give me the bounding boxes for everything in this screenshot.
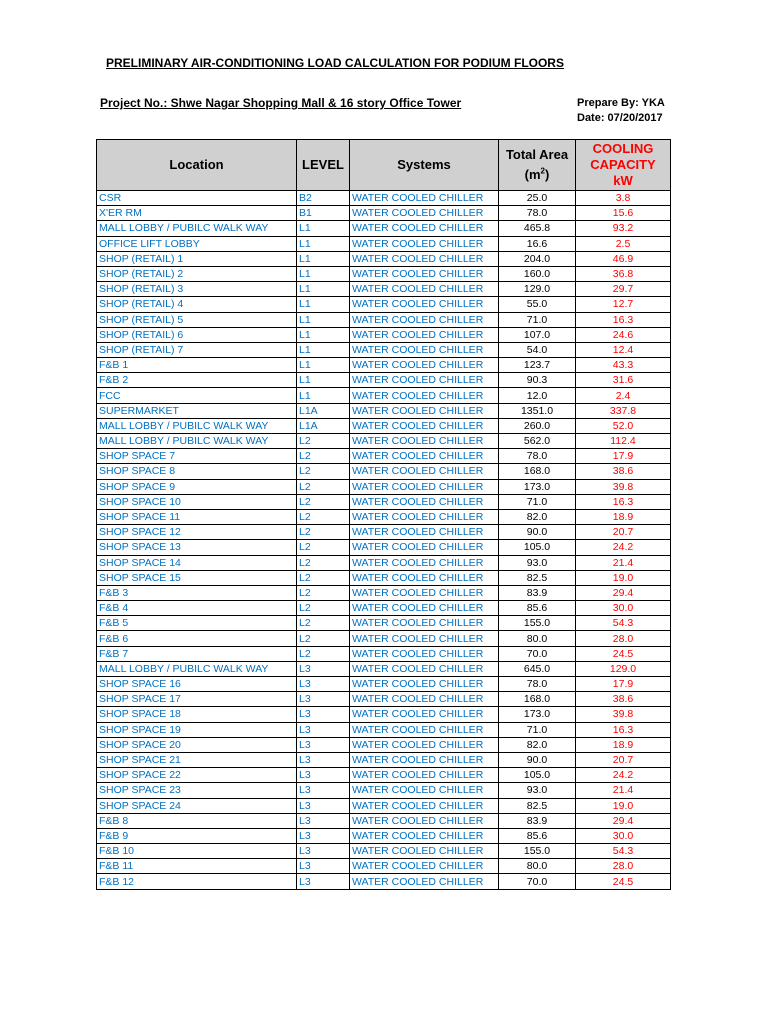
table-body xyxy=(97,191,671,890)
system-cell: WATER COOLED CHILLER xyxy=(350,737,499,752)
level-cell: L2 xyxy=(297,464,350,479)
table-row xyxy=(97,434,671,449)
table-row xyxy=(97,540,671,555)
system-cell: WATER COOLED CHILLER xyxy=(350,874,499,889)
cooling-capacity-cell: 12.7 xyxy=(576,297,671,312)
location-cell: F&B 6 xyxy=(97,631,297,646)
table-row xyxy=(97,449,671,464)
cooling-capacity-cell: 3.8 xyxy=(576,191,671,206)
location-cell: SHOP (RETAIL) 7 xyxy=(97,342,297,357)
location-cell: SHOP (RETAIL) 2 xyxy=(97,266,297,281)
area-cell: 155.0 xyxy=(499,616,576,631)
location-cell: SHOP (RETAIL) 1 xyxy=(97,251,297,266)
level-cell: L3 xyxy=(297,707,350,722)
area-cell: 155.0 xyxy=(499,844,576,859)
system-cell: WATER COOLED CHILLER xyxy=(350,479,499,494)
cooling-capacity-cell: 24.2 xyxy=(576,540,671,555)
cooling-capacity-cell: 30.0 xyxy=(576,828,671,843)
area-cell: 168.0 xyxy=(499,692,576,707)
level-cell: L1A xyxy=(297,418,350,433)
system-cell: WATER COOLED CHILLER xyxy=(350,191,499,206)
level-cell: L2 xyxy=(297,601,350,616)
area-cell: 82.5 xyxy=(499,570,576,585)
system-cell: WATER COOLED CHILLER xyxy=(350,206,499,221)
system-cell: WATER COOLED CHILLER xyxy=(350,601,499,616)
system-cell: WATER COOLED CHILLER xyxy=(350,509,499,524)
cooling-capacity-cell: 12.4 xyxy=(576,342,671,357)
location-cell: F&B 3 xyxy=(97,585,297,600)
level-cell: L2 xyxy=(297,646,350,661)
system-cell: WATER COOLED CHILLER xyxy=(350,859,499,874)
area-cell: 85.6 xyxy=(499,601,576,616)
area-cell: 70.0 xyxy=(499,874,576,889)
cooling-capacity-cell: 112.4 xyxy=(576,434,671,449)
table-row xyxy=(97,874,671,889)
area-cell: 71.0 xyxy=(499,312,576,327)
cooling-capacity-cell: 30.0 xyxy=(576,601,671,616)
level-cell: L2 xyxy=(297,449,350,464)
level-cell: L1 xyxy=(297,266,350,281)
system-cell: WATER COOLED CHILLER xyxy=(350,236,499,251)
level-cell: L1 xyxy=(297,312,350,327)
location-cell: SHOP SPACE 18 xyxy=(97,707,297,722)
area-cell: 78.0 xyxy=(499,449,576,464)
table-row xyxy=(97,570,671,585)
location-cell: MALL LOBBY / PUBILC WALK WAY xyxy=(97,661,297,676)
system-cell: WATER COOLED CHILLER xyxy=(350,616,499,631)
area-cell: 173.0 xyxy=(499,707,576,722)
area-cell: 71.0 xyxy=(499,722,576,737)
table-row xyxy=(97,327,671,342)
table-header-row xyxy=(97,140,671,191)
location-cell: SHOP SPACE 16 xyxy=(97,677,297,692)
cooling-capacity-cell: 24.6 xyxy=(576,327,671,342)
load-calculation-table xyxy=(96,139,671,890)
table-row xyxy=(97,342,671,357)
level-cell: L3 xyxy=(297,844,350,859)
level-cell: L3 xyxy=(297,798,350,813)
location-cell: SHOP SPACE 9 xyxy=(97,479,297,494)
system-cell: WATER COOLED CHILLER xyxy=(350,585,499,600)
cooling-capacity-cell: 15.6 xyxy=(576,206,671,221)
level-cell: L1A xyxy=(297,403,350,418)
location-cell: SHOP (RETAIL) 3 xyxy=(97,282,297,297)
location-cell: SHOP (RETAIL) 6 xyxy=(97,327,297,342)
level-cell: L1 xyxy=(297,388,350,403)
area-cell: 168.0 xyxy=(499,464,576,479)
system-cell: WATER COOLED CHILLER xyxy=(350,403,499,418)
table-row xyxy=(97,601,671,616)
cooling-capacity-cell: 28.0 xyxy=(576,631,671,646)
level-cell: L1 xyxy=(297,342,350,357)
level-cell: L1 xyxy=(297,282,350,297)
area-cell: 83.9 xyxy=(499,813,576,828)
table-row xyxy=(97,206,671,221)
area-cell: 1351.0 xyxy=(499,403,576,418)
cooling-capacity-cell: 39.8 xyxy=(576,707,671,722)
table-row xyxy=(97,525,671,540)
location-cell: F&B 12 xyxy=(97,874,297,889)
level-cell: L3 xyxy=(297,768,350,783)
area-cell: 80.0 xyxy=(499,631,576,646)
location-cell: SHOP SPACE 12 xyxy=(97,525,297,540)
system-cell: WATER COOLED CHILLER xyxy=(350,844,499,859)
level-cell: L3 xyxy=(297,677,350,692)
table-row xyxy=(97,403,671,418)
area-cell: 90.0 xyxy=(499,525,576,540)
table-row xyxy=(97,358,671,373)
area-cell: 129.0 xyxy=(499,282,576,297)
cooling-capacity-cell: 24.5 xyxy=(576,646,671,661)
column-header-location: Location xyxy=(97,140,297,191)
location-cell: X'ER RM xyxy=(97,206,297,221)
cooling-capacity-cell: 31.6 xyxy=(576,373,671,388)
location-cell: F&B 9 xyxy=(97,828,297,843)
system-cell: WATER COOLED CHILLER xyxy=(350,768,499,783)
table-row xyxy=(97,661,671,676)
area-cell: 82.0 xyxy=(499,509,576,524)
cooling-capacity-cell: 16.3 xyxy=(576,494,671,509)
area-cell: 105.0 xyxy=(499,768,576,783)
level-cell: L3 xyxy=(297,661,350,676)
location-cell: SHOP SPACE 24 xyxy=(97,798,297,813)
cooling-capacity-cell: 2.4 xyxy=(576,388,671,403)
cooling-capacity-cell: 18.9 xyxy=(576,737,671,752)
location-cell: F&B 10 xyxy=(97,844,297,859)
table-row xyxy=(97,585,671,600)
cooling-capacity-cell: 19.0 xyxy=(576,570,671,585)
table-row xyxy=(97,752,671,767)
system-cell: WATER COOLED CHILLER xyxy=(350,722,499,737)
table-row xyxy=(97,388,671,403)
system-cell: WATER COOLED CHILLER xyxy=(350,828,499,843)
table-row xyxy=(97,282,671,297)
location-cell: CSR xyxy=(97,191,297,206)
location-cell: SHOP SPACE 20 xyxy=(97,737,297,752)
location-cell: FCC xyxy=(97,388,297,403)
location-cell: F&B 8 xyxy=(97,813,297,828)
area-cell: 173.0 xyxy=(499,479,576,494)
cooling-capacity-cell: 21.4 xyxy=(576,783,671,798)
area-cell: 90.0 xyxy=(499,752,576,767)
system-cell: WATER COOLED CHILLER xyxy=(350,282,499,297)
area-cell: 123.7 xyxy=(499,358,576,373)
location-cell: SHOP SPACE 7 xyxy=(97,449,297,464)
level-cell: L1 xyxy=(297,251,350,266)
level-cell: L3 xyxy=(297,737,350,752)
level-cell: L2 xyxy=(297,525,350,540)
system-cell: WATER COOLED CHILLER xyxy=(350,221,499,236)
table-row xyxy=(97,844,671,859)
table-row xyxy=(97,297,671,312)
area-cell: 54.0 xyxy=(499,342,576,357)
cooling-capacity-cell: 337.8 xyxy=(576,403,671,418)
system-cell: WATER COOLED CHILLER xyxy=(350,525,499,540)
location-cell: F&B 2 xyxy=(97,373,297,388)
table-row xyxy=(97,191,671,206)
location-cell: SHOP (RETAIL) 5 xyxy=(97,312,297,327)
cooling-capacity-cell: 19.0 xyxy=(576,798,671,813)
system-cell: WATER COOLED CHILLER xyxy=(350,555,499,570)
level-cell: B1 xyxy=(297,206,350,221)
system-cell: WATER COOLED CHILLER xyxy=(350,813,499,828)
area-cell: 78.0 xyxy=(499,206,576,221)
location-cell: OFFICE LIFT LOBBY xyxy=(97,236,297,251)
area-cell: 12.0 xyxy=(499,388,576,403)
cooling-capacity-cell: 21.4 xyxy=(576,555,671,570)
table-row xyxy=(97,464,671,479)
system-cell: WATER COOLED CHILLER xyxy=(350,342,499,357)
system-cell: WATER COOLED CHILLER xyxy=(350,388,499,403)
level-cell: L1 xyxy=(297,327,350,342)
level-cell: L1 xyxy=(297,358,350,373)
prepared-by: Prepare By: YKA xyxy=(577,97,665,109)
cooling-capacity-cell: 16.3 xyxy=(576,312,671,327)
level-cell: L2 xyxy=(297,434,350,449)
location-cell: MALL LOBBY / PUBILC WALK WAY xyxy=(97,418,297,433)
cooling-capacity-cell: 52.0 xyxy=(576,418,671,433)
location-cell: SHOP SPACE 23 xyxy=(97,783,297,798)
cooling-capacity-cell: 46.9 xyxy=(576,251,671,266)
system-cell: WATER COOLED CHILLER xyxy=(350,631,499,646)
project-number: Project No.: Shwe Nagar Shopping Mall & 16 story Office Tower xyxy=(100,96,462,110)
area-cell: 25.0 xyxy=(499,191,576,206)
system-cell: WATER COOLED CHILLER xyxy=(350,266,499,281)
table-row xyxy=(97,555,671,570)
table-row xyxy=(97,631,671,646)
cooling-capacity-cell: 24.5 xyxy=(576,874,671,889)
level-cell: L1 xyxy=(297,373,350,388)
table-row xyxy=(97,616,671,631)
cooling-capacity-cell: 18.9 xyxy=(576,509,671,524)
level-cell: L3 xyxy=(297,874,350,889)
column-header-level: LEVEL xyxy=(297,140,350,191)
cooling-capacity-cell: 29.7 xyxy=(576,282,671,297)
cooling-capacity-cell: 39.8 xyxy=(576,479,671,494)
location-cell: F&B 11 xyxy=(97,859,297,874)
area-cell: 465.8 xyxy=(499,221,576,236)
system-cell: WATER COOLED CHILLER xyxy=(350,540,499,555)
table-row xyxy=(97,737,671,752)
cooling-capacity-cell: 38.6 xyxy=(576,464,671,479)
system-cell: WATER COOLED CHILLER xyxy=(350,798,499,813)
level-cell: B2 xyxy=(297,191,350,206)
area-cell: 70.0 xyxy=(499,646,576,661)
level-cell: L1 xyxy=(297,236,350,251)
location-cell: MALL LOBBY / PUBILC WALK WAY xyxy=(97,221,297,236)
level-cell: L3 xyxy=(297,813,350,828)
table-row xyxy=(97,813,671,828)
cooling-capacity-cell: 38.6 xyxy=(576,692,671,707)
location-cell: SHOP SPACE 15 xyxy=(97,570,297,585)
level-cell: L1 xyxy=(297,221,350,236)
location-cell: SHOP SPACE 10 xyxy=(97,494,297,509)
system-cell: WATER COOLED CHILLER xyxy=(350,752,499,767)
location-cell: SUPERMARKET xyxy=(97,403,297,418)
cooling-capacity-cell: 93.2 xyxy=(576,221,671,236)
area-cell: 160.0 xyxy=(499,266,576,281)
level-cell: L2 xyxy=(297,585,350,600)
level-cell: L2 xyxy=(297,631,350,646)
system-cell: WATER COOLED CHILLER xyxy=(350,434,499,449)
table-row xyxy=(97,373,671,388)
location-cell: F&B 5 xyxy=(97,616,297,631)
location-cell: SHOP SPACE 19 xyxy=(97,722,297,737)
area-cell: 105.0 xyxy=(499,540,576,555)
table-row xyxy=(97,646,671,661)
system-cell: WATER COOLED CHILLER xyxy=(350,312,499,327)
cooling-capacity-cell: 17.9 xyxy=(576,449,671,464)
location-cell: SHOP SPACE 21 xyxy=(97,752,297,767)
level-cell: L2 xyxy=(297,616,350,631)
area-cell: 85.6 xyxy=(499,828,576,843)
table-row xyxy=(97,312,671,327)
area-cell: 260.0 xyxy=(499,418,576,433)
table-row xyxy=(97,236,671,251)
level-cell: L3 xyxy=(297,692,350,707)
area-cell: 83.9 xyxy=(499,585,576,600)
column-header-systems: Systems xyxy=(350,140,499,191)
area-cell: 107.0 xyxy=(499,327,576,342)
cooling-capacity-cell: 20.7 xyxy=(576,525,671,540)
system-cell: WATER COOLED CHILLER xyxy=(350,661,499,676)
column-header-cooling-capacity: COOLING CAPACITY kW xyxy=(576,140,671,191)
area-cell: 82.0 xyxy=(499,737,576,752)
cooling-capacity-cell: 54.3 xyxy=(576,844,671,859)
cooling-capacity-cell: 28.0 xyxy=(576,859,671,874)
table-row xyxy=(97,783,671,798)
location-cell: SHOP (RETAIL) 4 xyxy=(97,297,297,312)
system-cell: WATER COOLED CHILLER xyxy=(350,327,499,342)
area-cell: 78.0 xyxy=(499,677,576,692)
cooling-capacity-cell: 17.9 xyxy=(576,677,671,692)
level-cell: L3 xyxy=(297,859,350,874)
area-cell: 204.0 xyxy=(499,251,576,266)
level-cell: L3 xyxy=(297,752,350,767)
area-cell: 93.0 xyxy=(499,783,576,798)
level-cell: L2 xyxy=(297,555,350,570)
table-row xyxy=(97,768,671,783)
table-row xyxy=(97,692,671,707)
location-cell: SHOP SPACE 8 xyxy=(97,464,297,479)
table-row xyxy=(97,798,671,813)
table-row xyxy=(97,479,671,494)
system-cell: WATER COOLED CHILLER xyxy=(350,449,499,464)
area-cell: 562.0 xyxy=(499,434,576,449)
location-cell: SHOP SPACE 22 xyxy=(97,768,297,783)
level-cell: L2 xyxy=(297,540,350,555)
location-cell: MALL LOBBY / PUBILC WALK WAY xyxy=(97,434,297,449)
location-cell: SHOP SPACE 17 xyxy=(97,692,297,707)
area-cell: 71.0 xyxy=(499,494,576,509)
system-cell: WATER COOLED CHILLER xyxy=(350,251,499,266)
table-row xyxy=(97,828,671,843)
table-row xyxy=(97,722,671,737)
cooling-capacity-cell: 16.3 xyxy=(576,722,671,737)
area-cell: 90.3 xyxy=(499,373,576,388)
cooling-capacity-cell: 29.4 xyxy=(576,585,671,600)
location-cell: SHOP SPACE 14 xyxy=(97,555,297,570)
table-row xyxy=(97,251,671,266)
location-cell: F&B 1 xyxy=(97,358,297,373)
level-cell: L3 xyxy=(297,722,350,737)
table-row xyxy=(97,707,671,722)
system-cell: WATER COOLED CHILLER xyxy=(350,418,499,433)
table-row xyxy=(97,418,671,433)
system-cell: WATER COOLED CHILLER xyxy=(350,297,499,312)
system-cell: WATER COOLED CHILLER xyxy=(350,677,499,692)
system-cell: WATER COOLED CHILLER xyxy=(350,494,499,509)
cooling-capacity-cell: 129.0 xyxy=(576,661,671,676)
cooling-capacity-cell: 2.5 xyxy=(576,236,671,251)
table-row xyxy=(97,221,671,236)
cooling-capacity-cell: 24.2 xyxy=(576,768,671,783)
cooling-capacity-cell: 36.8 xyxy=(576,266,671,281)
system-cell: WATER COOLED CHILLER xyxy=(350,464,499,479)
level-cell: L2 xyxy=(297,509,350,524)
cooling-capacity-cell: 43.3 xyxy=(576,358,671,373)
column-header-total-area: Total Area $(m^2)$ xyxy=(499,140,576,191)
system-cell: WATER COOLED CHILLER xyxy=(350,570,499,585)
cooling-capacity-cell: 20.7 xyxy=(576,752,671,767)
document-date: Date: 07/20/2017 xyxy=(577,112,663,124)
table-row xyxy=(97,859,671,874)
level-cell: L3 xyxy=(297,783,350,798)
area-cell: 80.0 xyxy=(499,859,576,874)
cooling-capacity-cell: 29.4 xyxy=(576,813,671,828)
system-cell: WATER COOLED CHILLER xyxy=(350,646,499,661)
system-cell: WATER COOLED CHILLER xyxy=(350,783,499,798)
location-cell: F&B 4 xyxy=(97,601,297,616)
location-cell: SHOP SPACE 11 xyxy=(97,509,297,524)
table-row xyxy=(97,266,671,281)
cooling-capacity-cell: 54.3 xyxy=(576,616,671,631)
system-cell: WATER COOLED CHILLER xyxy=(350,692,499,707)
location-cell: SHOP SPACE 13 xyxy=(97,540,297,555)
level-cell: L3 xyxy=(297,828,350,843)
area-cell: 93.0 xyxy=(499,555,576,570)
table-row xyxy=(97,677,671,692)
area-cell: 82.5 xyxy=(499,798,576,813)
area-cell: 55.0 xyxy=(499,297,576,312)
document-title: PRELIMINARY AIR-CONDITIONING LOAD CALCULATION FOR PODIUM FLOORS xyxy=(106,56,564,70)
system-cell: WATER COOLED CHILLER xyxy=(350,358,499,373)
level-cell: L2 xyxy=(297,479,350,494)
table-row xyxy=(97,494,671,509)
level-cell: L1 xyxy=(297,297,350,312)
system-cell: WATER COOLED CHILLER xyxy=(350,373,499,388)
area-cell: 16.6 xyxy=(499,236,576,251)
system-cell: WATER COOLED CHILLER xyxy=(350,707,499,722)
area-cell: 645.0 xyxy=(499,661,576,676)
table-row xyxy=(97,509,671,524)
location-cell: F&B 7 xyxy=(97,646,297,661)
level-cell: L2 xyxy=(297,494,350,509)
level-cell: L2 xyxy=(297,570,350,585)
